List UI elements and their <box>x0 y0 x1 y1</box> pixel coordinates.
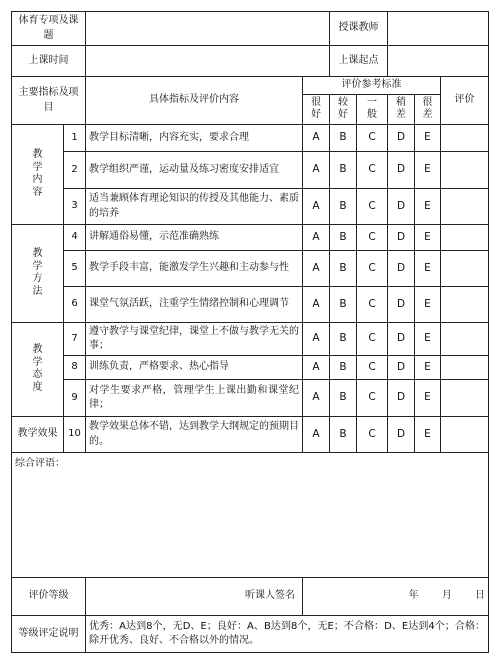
grade-option-b[interactable]: B <box>330 356 357 380</box>
grade-header-very-good: 很好 <box>303 95 330 125</box>
grade-option-e[interactable]: E <box>415 189 441 225</box>
grade-option-d[interactable]: D <box>388 251 415 287</box>
evaluation-cell[interactable] <box>441 125 489 152</box>
grade-option-c[interactable]: C <box>357 189 388 225</box>
day-label: 日 <box>475 590 486 602</box>
table-row <box>12 225 489 251</box>
grade-option-a[interactable]: A <box>303 380 330 417</box>
grade-option-c[interactable]: C <box>357 380 388 417</box>
sport-topic-field[interactable] <box>86 12 330 46</box>
grade-option-a[interactable]: A <box>303 125 330 152</box>
grade-option-d[interactable]: D <box>388 417 415 453</box>
grade-option-c[interactable]: C <box>357 125 388 152</box>
grade-option-a[interactable]: A <box>303 323 330 356</box>
item-number: 3 <box>64 189 86 225</box>
item-text: 遵守教学与课堂纪律，课堂上不做与教学无关的事； <box>86 323 303 356</box>
teacher-label: 授课教师 <box>330 12 388 46</box>
grade-option-b[interactable]: B <box>330 287 357 323</box>
item-text: 教学组织严谨，运动量及练习密度安排适宜 <box>86 152 303 189</box>
evaluation-cell[interactable] <box>441 225 489 251</box>
grade-option-e[interactable]: E <box>415 225 441 251</box>
grade-option-a[interactable]: A <box>303 251 330 287</box>
evaluation-cell[interactable] <box>441 189 489 225</box>
evaluation-cell[interactable] <box>441 356 489 380</box>
grade-option-c[interactable]: C <box>357 152 388 189</box>
grade-header-average: 一般 <box>357 95 388 125</box>
grade-header-poor: 稍差 <box>388 95 415 125</box>
rating-label: 评价等级 <box>12 578 86 616</box>
table-row <box>12 323 489 356</box>
item-number: 1 <box>64 125 86 152</box>
evaluation-cell[interactable] <box>441 323 489 356</box>
grade-option-b[interactable]: B <box>330 417 357 453</box>
grade-option-d[interactable]: D <box>388 125 415 152</box>
time-label: 上课时间 <box>12 46 86 77</box>
signature-date-field[interactable] <box>303 578 489 616</box>
item-text: 教学目标清晰，内容充实，要求合理 <box>86 125 303 152</box>
sport-topic-label: 体育专项及课题 <box>12 12 86 46</box>
grade-option-d[interactable]: D <box>388 152 415 189</box>
item-number: 10 <box>64 417 86 453</box>
grade-option-e[interactable]: E <box>415 380 441 417</box>
item-text: 对学生要求严格，管理学生上课出勤和课堂纪律； <box>86 380 303 417</box>
grade-option-a[interactable]: A <box>303 189 330 225</box>
grade-option-a[interactable]: A <box>303 225 330 251</box>
grade-option-a[interactable]: A <box>303 417 330 453</box>
grade-option-e[interactable]: E <box>415 152 441 189</box>
grade-option-b[interactable]: B <box>330 125 357 152</box>
month-label: 月 <box>441 590 452 602</box>
grade-option-d[interactable]: D <box>388 356 415 380</box>
grade-option-d[interactable]: D <box>388 380 415 417</box>
category-teaching-effect: 教学效果 <box>12 417 64 453</box>
category-teaching-content: 教学内容 <box>12 125 64 225</box>
column-header-row <box>12 77 489 95</box>
item-text: 适当兼顾体育理论知识的传授及其他能力、素质的培养 <box>86 189 303 225</box>
table-row <box>12 251 489 287</box>
grade-option-c[interactable]: C <box>357 417 388 453</box>
grade-header-very-poor: 很差 <box>415 95 441 125</box>
category-teaching-method: 教学方法 <box>12 225 64 323</box>
grade-option-d[interactable]: D <box>388 225 415 251</box>
grade-option-c[interactable]: C <box>357 287 388 323</box>
location-label: 上课起点 <box>330 46 388 77</box>
teacher-field[interactable] <box>388 12 489 46</box>
comment-row <box>12 453 489 578</box>
grade-option-c[interactable]: C <box>357 225 388 251</box>
table-row <box>12 356 489 380</box>
main-indicator-header: 主要指标及项目 <box>12 77 86 125</box>
lesson-evaluation-table <box>11 11 489 653</box>
item-number: 9 <box>64 380 86 417</box>
item-number: 6 <box>64 287 86 323</box>
grade-option-b[interactable]: B <box>330 152 357 189</box>
grade-option-c[interactable]: C <box>357 323 388 356</box>
location-field[interactable] <box>388 46 489 77</box>
grade-option-d[interactable]: D <box>388 287 415 323</box>
grade-option-a[interactable]: A <box>303 356 330 380</box>
table-row <box>12 287 489 323</box>
item-number: 4 <box>64 225 86 251</box>
evaluation-cell[interactable] <box>441 417 489 453</box>
detail-header: 具体指标及评价内容 <box>86 77 303 125</box>
grade-option-e[interactable]: E <box>415 287 441 323</box>
table-row <box>12 380 489 417</box>
grade-header-good: 较好 <box>330 95 357 125</box>
rules-row <box>12 616 489 653</box>
grade-option-b[interactable]: B <box>330 251 357 287</box>
evaluation-cell[interactable] <box>441 251 489 287</box>
item-text: 课堂气氛活跃，注重学生情绪控制和心理调节 <box>86 287 303 323</box>
comment-area[interactable] <box>12 453 489 578</box>
standard-header: 评价参考标准 <box>303 77 441 95</box>
grade-option-e[interactable]: E <box>415 251 441 287</box>
grade-option-b[interactable]: B <box>330 189 357 225</box>
item-text: 训练负责，严格要求、热心指导 <box>86 356 303 380</box>
grade-option-e[interactable]: E <box>415 417 441 453</box>
item-text: 讲解通俗易懂，示范准确熟练 <box>86 225 303 251</box>
item-number: 8 <box>64 356 86 380</box>
item-number: 2 <box>64 152 86 189</box>
grade-option-d[interactable]: D <box>388 189 415 225</box>
grade-option-b[interactable]: B <box>330 323 357 356</box>
time-field[interactable] <box>86 46 330 77</box>
header-row-time <box>12 46 489 77</box>
evaluation-cell[interactable] <box>441 380 489 417</box>
rules-label: 等级评定说明 <box>12 616 86 653</box>
grade-option-b[interactable]: B <box>330 225 357 251</box>
evaluation-cell[interactable] <box>441 287 489 323</box>
table-row <box>12 125 489 152</box>
item-text: 教学效果总体不错，达到教学大纲规定的预期目的。 <box>86 417 303 453</box>
grade-option-c[interactable]: C <box>357 251 388 287</box>
grade-option-b[interactable]: B <box>330 380 357 417</box>
grade-option-d[interactable]: D <box>388 323 415 356</box>
grade-option-e[interactable]: E <box>415 125 441 152</box>
item-number: 5 <box>64 251 86 287</box>
grade-option-a[interactable]: A <box>303 152 330 189</box>
category-teaching-attitude: 教学态度 <box>12 323 64 417</box>
grade-option-c[interactable]: C <box>357 356 388 380</box>
header-row-topic <box>12 12 489 46</box>
footer-row <box>12 578 489 616</box>
table-row <box>12 417 489 453</box>
grade-option-e[interactable]: E <box>415 323 441 356</box>
rating-field[interactable] <box>86 578 303 616</box>
evaluation-cell[interactable] <box>441 152 489 189</box>
rules-text: 优秀：A达到8个，无D、E；良好：A、B达到8个，无E；不合格：D、E达到4个；合格：除开优秀、良好、不合格以外的情况。 <box>86 616 489 653</box>
table-row <box>12 189 489 225</box>
year-label: 年 <box>408 590 419 602</box>
signature-label: 听课人签名 <box>245 590 295 602</box>
grade-option-a[interactable]: A <box>303 287 330 323</box>
item-text: 教学手段丰富，能激发学生兴趣和主动参与性 <box>86 251 303 287</box>
table-row <box>12 152 489 189</box>
comment-label: 综合评语： <box>15 458 65 469</box>
item-number: 7 <box>64 323 86 356</box>
evaluation-header: 评价 <box>441 77 489 125</box>
grade-option-e[interactable]: E <box>415 356 441 380</box>
